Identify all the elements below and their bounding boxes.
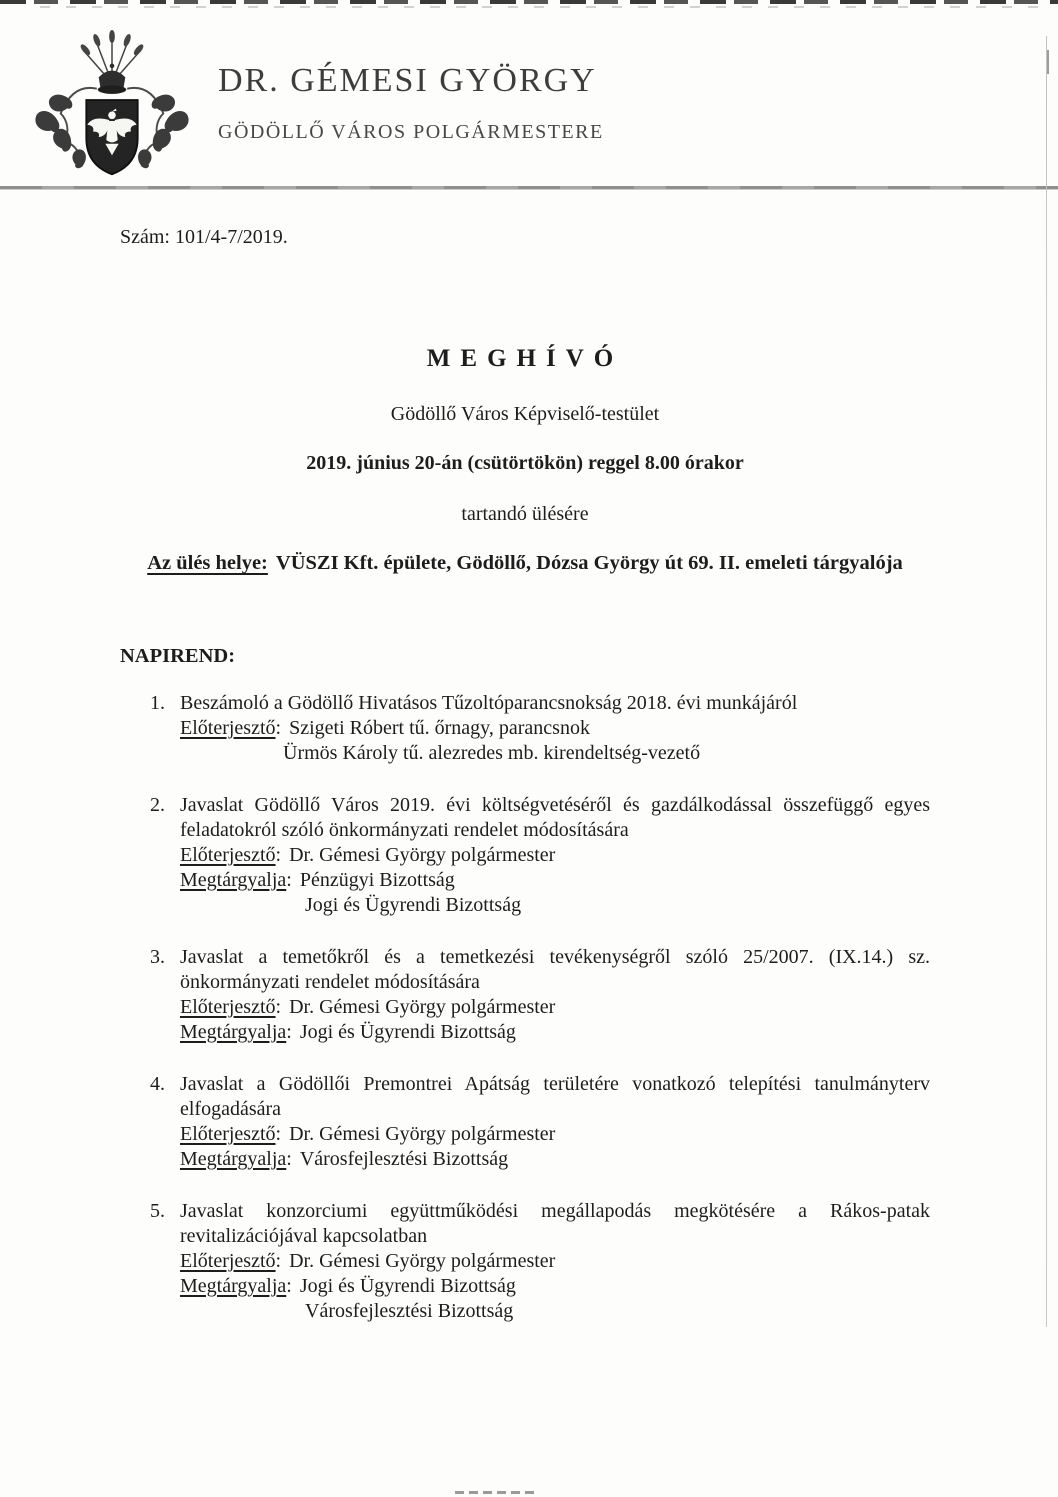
discusses-value: Jogi és Ügyrendi Bizottság: [299, 1021, 516, 1043]
agenda-item-title-line: Javaslat a Gödöllői Premontrei Apátság területére vonatkozó telepítési tanulmányterv: [180, 1073, 930, 1095]
meeting-location-line: [120, 552, 930, 575]
agenda-item-number: 1.: [150, 692, 165, 714]
agenda-item-content: [180, 1199, 930, 1324]
label-separator: :: [275, 996, 282, 1018]
presenter-label: Előterjesztő: [180, 1250, 276, 1272]
letterhead-text: [218, 26, 604, 144]
presenter-label: Előterjesztő: [180, 844, 276, 866]
agenda-item-content: [180, 1072, 930, 1172]
discusses-label: Megtárgyalja: [180, 1275, 287, 1297]
discusses-row: [180, 1020, 930, 1045]
agenda-item-number: 5.: [150, 1200, 165, 1222]
discusses-row: [180, 868, 930, 893]
reference-number: Szám: 101/4-7/2019.: [120, 226, 288, 248]
discusses-value: Városfejlesztési Bizottság: [299, 1148, 509, 1170]
discusses-row: [180, 1147, 930, 1172]
letterhead: [0, 0, 1058, 178]
agenda-list: [120, 691, 930, 1324]
presenter-extra-row: Ürmös Károly tű. alezredes mb. kirendeltség-vezető: [283, 742, 701, 764]
presenter-label: Előterjesztő: [180, 717, 276, 739]
presenter-value: Szigeti Róbert tű. őrnagy, parancsnok: [289, 717, 590, 739]
agenda-item-5: [150, 1199, 930, 1324]
scan-artifact-top-dots: [40, 6, 1038, 8]
letterhead-subtitle: GÖDÖLLŐ VÁROS POLGÁRMESTERE: [218, 121, 604, 144]
agenda-item-content: [180, 691, 930, 766]
discusses-value: Pénzügyi Bizottság: [299, 869, 455, 891]
discusses-label: Megtárgyalja: [180, 869, 287, 891]
presenter-value: Dr. Gémesi György polgármester: [289, 1123, 556, 1145]
discusses-extra-row: Városfejlesztési Bizottság: [305, 1300, 514, 1322]
agenda-item-title-line: Javaslat konzorciumi együttműködési megállapodás megkötésére a Rákos-patak: [180, 1200, 930, 1222]
agenda-item-title-line: Javaslat Gödöllő Város 2019. évi költségvetéséről és gazdálkodással összefüggő egyes: [180, 794, 930, 816]
discusses-extra-row: Jogi és Ügyrendi Bizottság: [305, 894, 522, 916]
agenda-item-title-line: önkormányzati rendelet módosítására: [180, 971, 480, 993]
meeting-location-label: Az ülés helye:: [147, 552, 268, 574]
presenter-value: Dr. Gémesi György polgármester: [289, 844, 556, 866]
agenda-item-2: [150, 793, 930, 918]
scan-artifact-bottom-mark: [455, 1491, 535, 1494]
discusses-value: Jogi és Ügyrendi Bizottság: [299, 1275, 516, 1297]
letterhead-name: DR. GÉMESI GYÖRGY: [218, 62, 597, 99]
label-separator: :: [286, 869, 292, 891]
header-divider: [0, 186, 1058, 190]
agenda-item-number: 2.: [150, 794, 165, 816]
scan-artifact-right-tick: [1047, 50, 1049, 74]
agenda-item-number: 3.: [150, 946, 165, 968]
agenda-item-number: 4.: [150, 1073, 165, 1095]
coat-of-arms-icon: [34, 26, 190, 178]
label-separator: :: [275, 844, 282, 866]
agenda-item-1: [150, 691, 930, 766]
document-title: MEGHÍVÓ: [426, 345, 624, 372]
scan-artifact-top-line: [0, 0, 1058, 4]
presenter-label: Előterjesztő: [180, 996, 276, 1018]
label-separator: :: [275, 1123, 282, 1145]
agenda-item-title-line: revitalizációjával kapcsolatban: [180, 1225, 428, 1247]
label-separator: :: [286, 1275, 292, 1297]
agenda-heading: NAPIREND:: [120, 645, 236, 667]
agenda-item-4: [150, 1072, 930, 1172]
label-separator: :: [275, 717, 282, 739]
discusses-label: Megtárgyalja: [180, 1021, 287, 1043]
agenda-item-3: [150, 945, 930, 1045]
document-body: [0, 226, 1058, 1324]
presenter-label: Előterjesztő: [180, 1123, 276, 1145]
meeting-location-value: VÜSZI Kft. épülete, Gödöllő, Dózsa György út 69. II. emeleti tárgyalója: [275, 552, 903, 574]
meeting-datetime-line: 2019. június 20-án (csütörtökön) reggel 8.00 órakor: [306, 452, 744, 474]
agenda-item-title-line: elfogadására: [180, 1098, 282, 1120]
meeting-purpose-line: tartandó ülésére: [461, 503, 589, 525]
presenter-row: [180, 716, 930, 741]
agenda-item-content: [180, 945, 930, 1045]
presenter-row: [180, 995, 930, 1020]
agenda-item-title-line: feladatokról szóló önkormányzati rendelet módosítására: [180, 819, 629, 841]
agenda-item-title-line: Javaslat a temetőkről és a temetkezési tevékenységről szóló 25/2007. (IX.14.) sz.: [180, 946, 930, 968]
agenda-item-title: Beszámoló a Gödöllő Hivatásos Tűzoltóparancsnokság 2018. évi munkájáról: [180, 692, 798, 714]
presenter-row: [180, 1122, 930, 1147]
discusses-row: [180, 1274, 930, 1299]
presenter-row: [180, 1249, 930, 1274]
meeting-body-line: Gödöllő Város Képviselő-testület: [390, 403, 660, 425]
label-separator: :: [286, 1148, 292, 1170]
discusses-label: Megtárgyalja: [180, 1148, 287, 1170]
scan-artifact-right-edge: [1046, 36, 1047, 1327]
agenda-item-content: [180, 793, 930, 918]
label-separator: :: [275, 1250, 282, 1272]
presenter-value: Dr. Gémesi György polgármester: [289, 1250, 556, 1272]
presenter-row: [180, 843, 930, 868]
presenter-value: Dr. Gémesi György polgármester: [289, 996, 556, 1018]
label-separator: :: [286, 1021, 292, 1043]
